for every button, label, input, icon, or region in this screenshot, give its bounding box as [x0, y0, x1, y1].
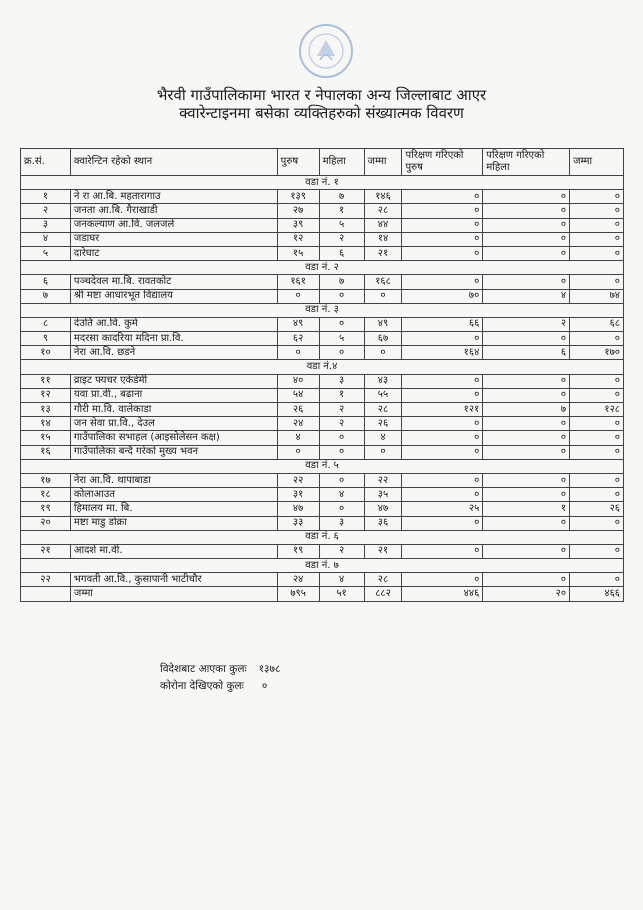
table-cell: २	[319, 403, 364, 417]
table-cell: २५	[402, 502, 483, 516]
total-row	[21, 587, 624, 601]
table-cell: ०	[364, 445, 402, 459]
table-cell: ४	[364, 431, 402, 445]
table-cell: ३९	[277, 218, 319, 232]
table-row	[21, 516, 624, 530]
table-cell	[21, 587, 71, 601]
table-cell: ८८२	[364, 587, 402, 601]
table-cell: गाउँपालिका सभाहल (आइसोलेसन कक्ष)	[70, 431, 277, 445]
table-cell: मदरसा कादरिया मदिना प्रा.वि.	[70, 332, 277, 346]
table-cell: ०	[570, 275, 624, 289]
table-cell: ०	[319, 317, 364, 331]
table-cell: ६७	[364, 332, 402, 346]
table-cell: ७	[21, 289, 71, 303]
table-row	[21, 317, 624, 331]
ward-header-row	[21, 459, 624, 473]
table-cell: २२	[21, 573, 71, 587]
table-cell: १२	[21, 388, 71, 402]
table-cell: आदर्श मा.वी.	[70, 544, 277, 558]
table-cell: मष्टा माडु डोक्रा	[70, 516, 277, 530]
table-cell: ४	[319, 488, 364, 502]
table-cell: १६१	[277, 275, 319, 289]
foreign-arrivals-line	[160, 662, 280, 676]
table-cell: ०	[483, 332, 570, 346]
table-cell: २	[319, 417, 364, 431]
table-row	[21, 289, 624, 303]
table-cell: ०	[570, 516, 624, 530]
table-row	[21, 204, 624, 218]
table-cell: हिमालय मा. बि.	[70, 502, 277, 516]
table-cell: ५४	[277, 388, 319, 402]
table-cell: ०	[402, 204, 483, 218]
table-row	[21, 374, 624, 388]
ward-label: वडा नं. २	[21, 261, 624, 275]
table-cell: ०	[483, 473, 570, 487]
table-cell: ०	[402, 431, 483, 445]
ward-label: वडा नं. ५	[21, 459, 624, 473]
table-cell: १६४	[402, 346, 483, 360]
table-cell: ४३	[364, 374, 402, 388]
table-cell: ०	[570, 573, 624, 587]
table-cell: १९	[21, 502, 71, 516]
ward-header-row	[21, 530, 624, 544]
table-cell: ०	[402, 573, 483, 587]
table-cell: २६	[364, 417, 402, 431]
ward-label: वडा नं. ७	[21, 559, 624, 573]
table-row	[21, 502, 624, 516]
table-cell: २१	[364, 544, 402, 558]
table-cell: ०	[319, 473, 364, 487]
table-cell: ०	[483, 374, 570, 388]
table-cell: ०	[570, 417, 624, 431]
table-cell: कोलाआउत	[70, 488, 277, 502]
table-cell: ०	[319, 289, 364, 303]
table-row	[21, 417, 624, 431]
col-header: क्वारेन्टिन रहेको स्थान	[70, 149, 277, 176]
table-cell: ६	[319, 246, 364, 260]
table-cell: २२	[277, 473, 319, 487]
table-cell: ०	[402, 516, 483, 530]
table-cell: ७४	[570, 289, 624, 303]
table-cell: ४	[21, 232, 71, 246]
table-cell: ६८	[570, 317, 624, 331]
table-cell: १२	[277, 232, 319, 246]
table-cell: जडाघर	[70, 232, 277, 246]
table-cell: २	[319, 544, 364, 558]
ward-label: वडा नं. ३	[21, 303, 624, 317]
table-cell: ०	[483, 232, 570, 246]
table-cell: ०	[483, 275, 570, 289]
table-cell: ०	[483, 246, 570, 260]
foreign-arrivals-label: विदेशबाट आएका कुलः	[160, 663, 247, 675]
table-cell: १९	[277, 544, 319, 558]
table-cell: ०	[402, 232, 483, 246]
table-cell: २७	[277, 204, 319, 218]
table-cell: १५	[277, 246, 319, 260]
table-cell: १७	[21, 473, 71, 487]
table-cell: १२१	[402, 403, 483, 417]
table-cell: १५	[21, 431, 71, 445]
table-cell: ०	[319, 502, 364, 516]
table-cell: २६	[277, 403, 319, 417]
page-title-line1: भैरवी गाउँपालिकामा भारत र नेपालका अन्य जिल्लाबाट आएर	[156, 86, 487, 104]
table-header-row	[21, 149, 624, 176]
table-cell: २१	[21, 544, 71, 558]
table-cell: १२८	[570, 403, 624, 417]
table-cell: ०	[483, 488, 570, 502]
table-cell: १३९	[277, 190, 319, 204]
table-cell: ०	[402, 190, 483, 204]
corona-cases-value: ०	[261, 680, 268, 692]
table-cell: ३१	[277, 488, 319, 502]
table-cell: ०	[570, 473, 624, 487]
table-cell: १	[483, 502, 570, 516]
table-cell: ०	[402, 473, 483, 487]
corona-cases-line	[160, 679, 267, 693]
table-cell: ०	[570, 232, 624, 246]
table-cell: ०	[570, 374, 624, 388]
table-cell: ०	[319, 431, 364, 445]
table-cell: १४६	[364, 190, 402, 204]
table-cell: ०	[402, 246, 483, 260]
table-row	[21, 544, 624, 558]
table-cell: ४४	[364, 218, 402, 232]
table-cell: ०	[570, 246, 624, 260]
table-cell: ०	[402, 388, 483, 402]
table-cell: ४९	[277, 317, 319, 331]
table-cell: ४९	[364, 317, 402, 331]
table-cell: ०	[402, 488, 483, 502]
table-cell: २८	[364, 573, 402, 587]
table-cell: ३३	[277, 516, 319, 530]
col-header: परिक्षण गरिएको पुरुष	[402, 149, 483, 176]
table-cell: १०	[21, 346, 71, 360]
table-cell: ४०	[277, 374, 319, 388]
table-row	[21, 275, 624, 289]
page-title-line2: क्वारेन्टाइनमा बसेका व्यक्तिहरुको संख्यात्मक विवरण	[179, 104, 464, 122]
table-cell: ०	[277, 346, 319, 360]
table-cell: ३	[319, 516, 364, 530]
table-cell: २	[483, 317, 570, 331]
table-cell: ०	[277, 289, 319, 303]
table-cell: ६	[483, 346, 570, 360]
table-cell: ४	[277, 431, 319, 445]
table-cell: ११	[21, 374, 71, 388]
table-cell: ०	[483, 388, 570, 402]
col-header: क्र.सं.	[21, 149, 71, 176]
table-cell: १४	[21, 417, 71, 431]
table-row	[21, 190, 624, 204]
table-cell: ०	[483, 445, 570, 459]
table-cell: ०	[483, 431, 570, 445]
table-cell: ०	[570, 218, 624, 232]
table-cell: २	[21, 204, 71, 218]
table-cell: ०	[483, 516, 570, 530]
table-cell: ५	[319, 332, 364, 346]
table-cell: ५१	[319, 587, 364, 601]
table-cell: १८	[21, 488, 71, 502]
table-cell: ०	[402, 417, 483, 431]
table-cell: २६	[570, 502, 624, 516]
ward-label: वडा नं. ६	[21, 530, 624, 544]
table-cell: ३६	[364, 516, 402, 530]
table-cell: ०	[364, 346, 402, 360]
ward-header-row	[21, 559, 624, 573]
table-cell: २०	[483, 587, 570, 601]
table-cell: ३	[319, 374, 364, 388]
table-cell: १	[21, 190, 71, 204]
table-cell: २०	[21, 516, 71, 530]
table-cell: ६२	[277, 332, 319, 346]
table-cell: ०	[277, 445, 319, 459]
table-cell: जनता आ.बि. गैराखाडी	[70, 204, 277, 218]
municipality-seal-icon	[287, 20, 365, 82]
table-cell: ०	[483, 218, 570, 232]
table-cell: जन सेवा प्रा.वि., देउल	[70, 417, 277, 431]
table-row	[21, 431, 624, 445]
table-cell: नेरा आ.वि. छडने	[70, 346, 277, 360]
table-cell: १३	[21, 403, 71, 417]
col-header: महिला	[319, 149, 364, 176]
table-row	[21, 488, 624, 502]
table-row	[21, 218, 624, 232]
quarantine-table	[20, 148, 624, 602]
col-header: जम्मा	[364, 149, 402, 176]
table-cell: ७	[319, 275, 364, 289]
table-cell: ०	[483, 204, 570, 218]
table-cell: जम्मा	[70, 587, 277, 601]
ward-header-row	[21, 261, 624, 275]
table-cell: ७	[483, 403, 570, 417]
table-body	[21, 176, 624, 602]
table-cell: ०	[570, 544, 624, 558]
table-cell: ६	[21, 275, 71, 289]
table-cell: ८	[21, 317, 71, 331]
table-cell: ४७	[277, 502, 319, 516]
table-cell: ७०	[402, 289, 483, 303]
table-cell: २४	[277, 417, 319, 431]
table-cell: ३५	[364, 488, 402, 502]
table-cell: ५५	[364, 388, 402, 402]
table-cell: ७	[319, 190, 364, 204]
col-header: पुरुष	[277, 149, 319, 176]
table-cell: २२	[364, 473, 402, 487]
table-cell: जनकल्याण आ.वि. जलजले	[70, 218, 277, 232]
table-cell: ०	[570, 388, 624, 402]
table-cell: नेरा आ.वि. थापाबाडा	[70, 473, 277, 487]
ward-header-row	[21, 360, 624, 374]
table-cell: ७९५	[277, 587, 319, 601]
table-cell: ६६	[402, 317, 483, 331]
ward-header-row	[21, 176, 624, 190]
table-cell: ५	[21, 246, 71, 260]
table-cell: गाउँपालिका बन्दै गरेको मुख्य भवन	[70, 445, 277, 459]
table-cell: २८	[364, 204, 402, 218]
table-cell: दारेघाट	[70, 246, 277, 260]
table-cell: ३	[21, 218, 71, 232]
table-cell: ०	[402, 275, 483, 289]
table-cell: १६	[21, 445, 71, 459]
table-cell: ४	[319, 573, 364, 587]
table-cell: १७०	[570, 346, 624, 360]
col-header: परिक्षण गरिएको महिला	[483, 149, 570, 176]
table-cell: ०	[402, 218, 483, 232]
table-cell: ०	[483, 190, 570, 204]
table-row	[21, 445, 624, 459]
table-row	[21, 388, 624, 402]
table-cell: २	[319, 232, 364, 246]
table-cell: १	[319, 388, 364, 402]
table-row	[21, 346, 624, 360]
table-row	[21, 403, 624, 417]
table-cell: ०	[483, 417, 570, 431]
table-cell: भगवती आ.वि., कुसापानी भाटीचौर	[70, 573, 277, 587]
table-cell: १४	[364, 232, 402, 246]
table-cell: १६८	[364, 275, 402, 289]
table-cell: ४६६	[570, 587, 624, 601]
table-cell: देउति आ.वि. कुर्म	[70, 317, 277, 331]
col-header: जम्मा	[570, 149, 624, 176]
table-cell: श्री मष्टा आधारभूत विद्यालय	[70, 289, 277, 303]
table-cell: ०	[570, 332, 624, 346]
table-row	[21, 473, 624, 487]
table-cell: व्राइट फ्यचर एकेडेमी	[70, 374, 277, 388]
table-cell: ०	[570, 431, 624, 445]
table-row	[21, 332, 624, 346]
table-row	[21, 573, 624, 587]
ward-label: वडा नं. १	[21, 176, 624, 190]
table-cell: यवा प्रा.वी., बढाना	[70, 388, 277, 402]
table-cell: ०	[483, 573, 570, 587]
table-cell: ०	[319, 346, 364, 360]
table-cell: ०	[402, 332, 483, 346]
table-cell: ०	[570, 204, 624, 218]
table-cell: २४	[277, 573, 319, 587]
table-cell: ५	[319, 218, 364, 232]
table-cell: २१	[364, 246, 402, 260]
table-cell: १	[319, 204, 364, 218]
foreign-arrivals-value: १३७८	[258, 663, 281, 675]
table-cell: ४४६	[402, 587, 483, 601]
table-cell: ४	[483, 289, 570, 303]
table-cell: ०	[483, 544, 570, 558]
table-cell: पञ्चदेवल मा.बि. रावतकोट	[70, 275, 277, 289]
table-cell: ०	[570, 488, 624, 502]
table-cell: २८	[364, 403, 402, 417]
table-cell: ४७	[364, 502, 402, 516]
table-cell: ०	[402, 445, 483, 459]
ward-label: वडा नं.४	[21, 360, 624, 374]
table-cell: ९	[21, 332, 71, 346]
table-cell: गौरी मा.वि. वालेकाडा	[70, 403, 277, 417]
table-cell: ०	[319, 445, 364, 459]
table-row	[21, 246, 624, 260]
table-cell: ०	[402, 374, 483, 388]
table-cell: ने रा आ.बि. महतारागाउ	[70, 190, 277, 204]
ward-header-row	[21, 303, 624, 317]
table-cell: ०	[402, 544, 483, 558]
table-cell: ०	[364, 289, 402, 303]
table-row	[21, 232, 624, 246]
corona-cases-label: कोरोना देखिएको कुलः	[160, 680, 244, 692]
table-cell: ०	[570, 445, 624, 459]
table-cell: ०	[570, 190, 624, 204]
